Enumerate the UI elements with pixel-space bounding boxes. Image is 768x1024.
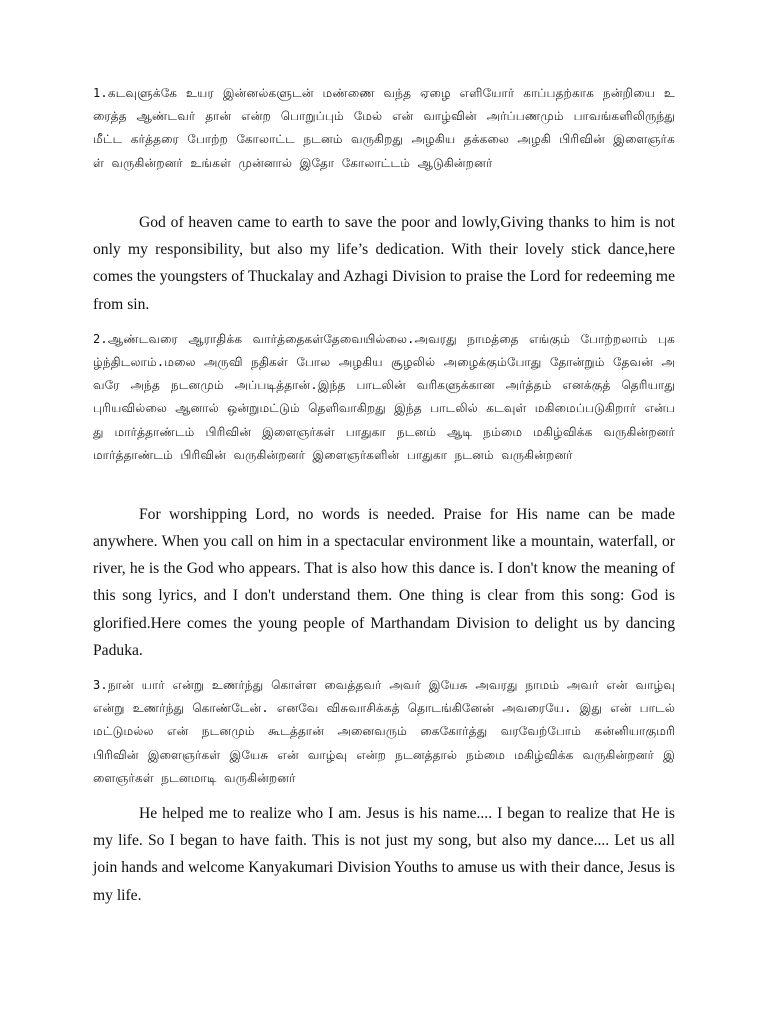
paragraph-2-tamil: 2.ஆண்டவரை ஆராதிக்க வார்த்தைகள்தேவையில்லை.அவரது நாமத்தை எங்கும் போற்றலாம் புகழ்ந்திடலாம்.மலை அருவி நதிகள் போல அழகிய சூழலில் அழைக்கும்போது தோன்றும் தேவன் அவரே அந்த நடனமும் அப்படித்தான்.இந்த பாடலின் வரிகளுக்கான அர்த்தம் எனக்குத் தெரியாது புரியவில்லை ஆனால் ஒன்றுமட்டும் தெளிவாகிறது இந்த பாடலில் கடவுள் மகிமைப்படுகிறார் என்பது மார்த்தாண்டம் பிரிவின் இளைஞர்கள் பாதுகா நடனம் ஆடி நம்மை மகிழ்விக்க வருகின்றனர் மார்த்தாண்டம் பிரிவின் வருகின்றனர் இளைஞர்களின் பாதுகா நடனம் வருகின்றனர்: [93, 331, 675, 462]
paragraph-3-english: He helped me to realize who I am. Jesus is his name.... I began to realize that He is my life. So I began to have faith. This is not just my song, but also my dance.... Let us all join hands and welcome Kanyakumari Division Youths to amuse us with their dance, Jesus is my life.: [93, 805, 675, 904]
paragraph-1-english: God of heaven came to earth to save the poor and lowly,Giving thanks to him is not only my responsibility, but also my life’s dedication. With their lovely stick dance,here comes the youngsters of Thuckalay and Azhagi Division to praise the Lord for redeeming me from sin.: [93, 214, 675, 313]
paragraph-2-english: For worshipping Lord, no words is needed. Praise for His name can be made anywhere. When you call on him in a spectacular environment like a mountain, waterfall, or river, he is the God who appears. That is also how this dance is. I don't know the meaning of this song lyrics, and I don't understand them. One thing is clear from this song: God is glorified.Here comes the young people of Marthandam Division to delight us by dancing Paduka.: [93, 505, 675, 659]
document-page: [93, 82, 675, 919]
paragraph-1-tamil: 1.கடவுளுக்கே உயர இன்னல்களுடன் மண்ணை வந்த ஏழை எளியோர் காப்பதற்காக நன்றியை உரைத்த ஆண்டவர் தான் என்ற பொறுப்பும் மேல் என் வாழ்வின் அர்ப்பணமும் பாவங்களிலிருந்து மீட்ட கர்த்தரை போற்ற கோலாட்ட நடனம் வருகிறது அழகிய தக்கலை அழகி பிரிவின் இளைஞர்கள் வருகின்றனர் உங்கள் முன்னால் இதோ கோலாட்டம் ஆடுகின்றனர்: [93, 86, 675, 170]
paragraph-3-tamil: 3.நான் யார் என்று உணர்ந்து கொள்ள வைத்தவர் அவர் இயேசு அவரது நாமம் அவர் என் வாழ்வு என்று உணர்ந்து கொண்டேன். எனவே விசுவாசிக்கத் தொடங்கினேன் அவரையே. இது என் பாடல் மட்டுமல்ல என் நடனமும் கூடத்தான் அனைவரும் கைகோர்த்து வரவேற்போம் கன்னியாகுமரி பிரிவின் இளைஞர்கள் இயேசு என் வாழ்வு என்ற நடனத்தால் நம்மை மகிழ்விக்க வருகின்றனர் இளைஞர்கள் நடனமாடி வருகின்றனர்: [93, 678, 675, 785]
